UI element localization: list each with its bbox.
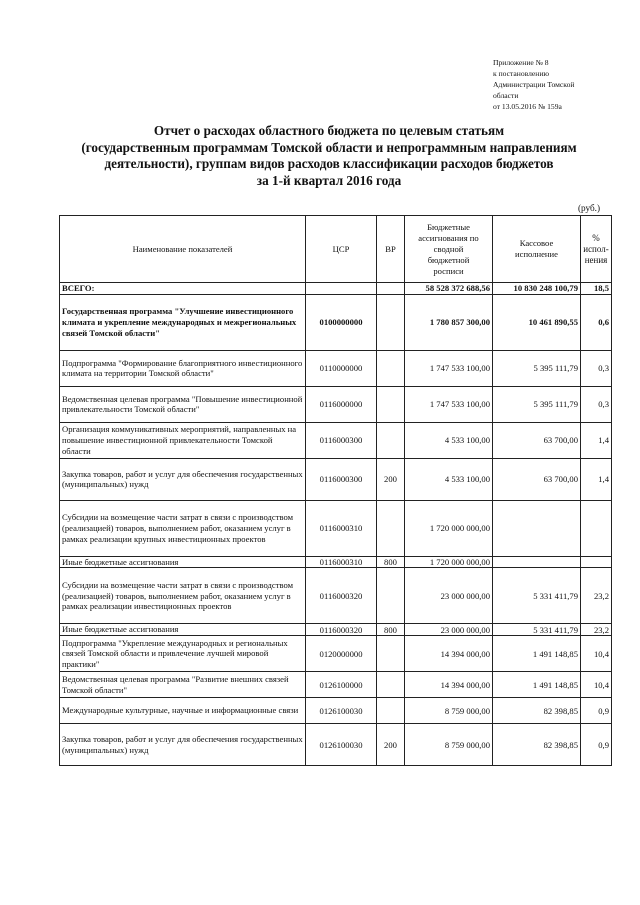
header-name: Наименование показателей (60, 216, 306, 283)
row-assignments-cell: 1 780 857 300,00 (405, 294, 493, 350)
expense-table (59, 215, 612, 766)
row-execution-cell: 5 331 411,79 (493, 568, 581, 624)
appendix-line: от 13.05.2016 № 159а (493, 102, 562, 111)
row-execution-cell: 10 830 248 100,79 (493, 283, 581, 295)
row-csr-cell: 0116000310 (306, 500, 377, 556)
row-percent-cell: 0,3 (581, 386, 612, 422)
row-assignments-cell: 1 720 000 000,00 (405, 500, 493, 556)
row-vr-cell (377, 672, 405, 698)
row-csr-cell: 0116000320 (306, 568, 377, 624)
row-percent-cell: 0,9 (581, 724, 612, 766)
row-execution-cell: 63 700,00 (493, 422, 581, 458)
appendix-line: Администрации Томской (493, 80, 575, 89)
row-vr-cell (377, 500, 405, 556)
row-name-cell: Подпрограмма "Укрепление международных и региональных связей Томской области и привлечение лучшей мировой практики" (60, 636, 306, 672)
row-percent-cell: 0,6 (581, 294, 612, 350)
row-csr-cell: 0116000300 (306, 458, 377, 500)
row-execution-cell (493, 500, 581, 556)
row-name-cell: Субсидии на возмещение части затрат в связи с производством (реализацией) товаров, выполнением работ, оказанием услуг в рамках реализации инвестиционных проектов (60, 568, 306, 624)
row-percent-cell: 0,9 (581, 698, 612, 724)
row-vr-cell: 800 (377, 624, 405, 636)
header-line: Кассовое (519, 238, 554, 248)
row-percent-cell: 10,4 (581, 672, 612, 698)
table-row (60, 556, 612, 568)
table-row (60, 350, 612, 386)
row-csr-cell: 0110000000 (306, 350, 377, 386)
row-vr-cell (377, 698, 405, 724)
row-vr-cell (377, 294, 405, 350)
row-csr-cell: 0116000300 (306, 422, 377, 458)
header-line: бюджетной (427, 254, 470, 265)
title-line: (государственным программам Томской области и непрограммным направлениям (81, 139, 577, 155)
row-name-cell: Государственная программа "Улучшение инвестиционного климата и укрепление международных и межрегиональных связей Томской области" (60, 294, 306, 350)
header-assignments (405, 216, 493, 283)
row-percent-cell: 1,4 (581, 422, 612, 458)
table-row (60, 624, 612, 636)
report-title (40, 123, 618, 189)
header-line: сводной (433, 243, 464, 254)
row-name-cell: Подпрограмма "Формирование благоприятного инвестиционного климата на территории Томской области" (60, 350, 306, 386)
row-assignments-cell: 4 533 100,00 (405, 422, 493, 458)
table-row (60, 500, 612, 556)
table-row (60, 672, 612, 698)
table-header-row (60, 216, 612, 283)
row-vr-cell (377, 636, 405, 672)
row-name-cell: Закупка товаров, работ и услуг для обеспечения государственных (муниципальных) нужд (60, 458, 306, 500)
row-execution-cell: 82 398,85 (493, 724, 581, 766)
title-line: Отчет о расходах областного бюджета по целевым статьям (153, 123, 505, 138)
row-name-cell: Иные бюджетные ассигнования (60, 624, 306, 636)
row-csr-cell: 0100000000 (306, 294, 377, 350)
title-line: деятельности), группам видов расходов классификации расходов бюджетов (104, 156, 554, 171)
row-execution-cell: 82 398,85 (493, 698, 581, 724)
header-execution (493, 216, 581, 283)
header-line: росписи (433, 265, 464, 276)
row-name-cell: Международные культурные, научные и информационные связи (60, 698, 306, 724)
row-assignments-cell: 23 000 000,00 (405, 568, 493, 624)
row-name-cell: Субсидии на возмещение части затрат в связи с производством (реализацией) товаров, выполнением работ, оказанием услуг в рамках реализации крупных инвестиционных проектов (60, 500, 306, 556)
table-row (60, 724, 612, 766)
row-csr-cell: 0126100030 (306, 724, 377, 766)
header-percent (581, 216, 612, 283)
row-csr-cell: 0120000000 (306, 636, 377, 672)
row-vr-cell (377, 283, 405, 295)
row-name-cell: Ведомственная целевая программа "Повышение инвестиционной привлекательности Томской области" (60, 386, 306, 422)
appendix-block (493, 57, 633, 112)
row-vr-cell (377, 350, 405, 386)
row-execution-cell: 5 395 111,79 (493, 350, 581, 386)
row-assignments-cell: 14 394 000,00 (405, 636, 493, 672)
row-csr-cell: 0116000320 (306, 624, 377, 636)
table-row (60, 294, 612, 350)
row-assignments-cell: 1 720 000 000,00 (405, 556, 493, 568)
row-percent-cell: 1,4 (581, 458, 612, 500)
row-name-cell: Закупка товаров, работ и услуг для обеспечения государственных (муниципальных) нужд (60, 724, 306, 766)
table-row (60, 386, 612, 422)
header-line: испол- (583, 243, 609, 254)
row-csr-cell (306, 283, 377, 295)
table-row (60, 458, 612, 500)
row-execution-cell: 1 491 148,85 (493, 672, 581, 698)
row-vr-cell (377, 422, 405, 458)
row-vr-cell (377, 568, 405, 624)
row-execution-cell: 10 461 890,55 (493, 294, 581, 350)
row-name-cell: Ведомственная целевая программа "Развитие внешних связей Томской области" (60, 672, 306, 698)
row-execution-cell: 63 700,00 (493, 458, 581, 500)
appendix-line: области (493, 91, 519, 100)
row-assignments-cell: 23 000 000,00 (405, 624, 493, 636)
table-row (60, 568, 612, 624)
row-csr-cell: 0126100030 (306, 698, 377, 724)
row-name-cell: Иные бюджетные ассигнования (60, 556, 306, 568)
header-line: % (592, 232, 600, 243)
table-row (60, 636, 612, 672)
row-assignments-cell: 1 747 533 100,00 (405, 350, 493, 386)
currency-unit: (руб.) (578, 203, 601, 213)
row-execution-cell: 1 491 148,85 (493, 636, 581, 672)
header-line: исполнение (515, 249, 558, 259)
appendix-line: к постановлению (493, 69, 550, 78)
row-execution-cell (493, 556, 581, 568)
header-line: Бюджетные (427, 221, 470, 232)
table-row (60, 283, 612, 295)
table-row (60, 422, 612, 458)
header-vr: ВР (377, 216, 405, 283)
row-percent-cell: 18,5 (581, 283, 612, 295)
title-line: за 1-й квартал 2016 года (256, 172, 402, 188)
row-vr-cell (377, 386, 405, 422)
header-csr: ЦСР (306, 216, 377, 283)
header-line: ассигнования по (418, 232, 479, 243)
row-percent-cell (581, 500, 612, 556)
header-line: нения (584, 254, 608, 265)
table-row (60, 698, 612, 724)
row-csr-cell: 0126100000 (306, 672, 377, 698)
row-percent-cell: 0,3 (581, 350, 612, 386)
row-name-cell: ВСЕГО: (60, 283, 306, 295)
row-assignments-cell: 8 759 000,00 (405, 698, 493, 724)
row-percent-cell: 23,2 (581, 568, 612, 624)
row-assignments-cell: 14 394 000,00 (405, 672, 493, 698)
row-csr-cell: 0116000000 (306, 386, 377, 422)
table-body (60, 283, 612, 766)
row-vr-cell: 200 (377, 458, 405, 500)
row-assignments-cell: 1 747 533 100,00 (405, 386, 493, 422)
row-percent-cell: 10,4 (581, 636, 612, 672)
row-percent-cell (581, 556, 612, 568)
row-vr-cell: 800 (377, 556, 405, 568)
row-assignments-cell: 58 528 372 688,56 (405, 283, 493, 295)
row-execution-cell: 5 395 111,79 (493, 386, 581, 422)
appendix-line: Приложение № 8 (493, 58, 549, 67)
row-execution-cell: 5 331 411,79 (493, 624, 581, 636)
row-csr-cell: 0116000310 (306, 556, 377, 568)
row-assignments-cell: 8 759 000,00 (405, 724, 493, 766)
row-vr-cell: 200 (377, 724, 405, 766)
row-percent-cell: 23,2 (581, 624, 612, 636)
row-name-cell: Организация коммуникативных мероприятий, направленных на повышение инвестиционной привлекательности Томской области (60, 422, 306, 458)
row-assignments-cell: 4 533 100,00 (405, 458, 493, 500)
